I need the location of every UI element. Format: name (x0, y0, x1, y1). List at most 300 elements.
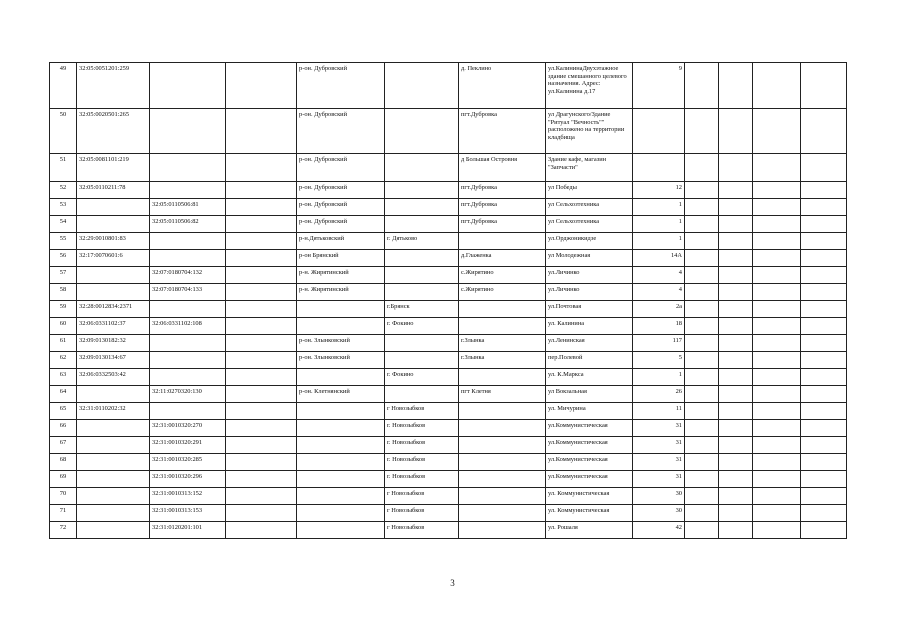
address: пер.Полевой (546, 352, 633, 369)
cadastral-number (77, 488, 150, 505)
house-number: 4 (633, 284, 685, 301)
city (385, 284, 459, 301)
empty-cell (685, 318, 719, 335)
empty-cell (801, 403, 847, 420)
empty-cell (226, 216, 297, 233)
empty-cell (801, 420, 847, 437)
address: ул.КалининаДвухэтажное здание смешанного целевого назначения. Адрес: ул.Калинина д.17 (546, 63, 633, 109)
cadastral-number-alt: 32:05:0110506:82 (150, 216, 226, 233)
city: г.Брянск (385, 301, 459, 318)
empty-cell (801, 233, 847, 250)
district: р-н.Дятьковский (297, 233, 385, 250)
house-number: 1 (633, 199, 685, 216)
empty-cell (753, 471, 801, 488)
locality (459, 420, 546, 437)
table-row (50, 522, 847, 539)
empty-cell (226, 505, 297, 522)
house-number: 5 (633, 352, 685, 369)
empty-cell (801, 488, 847, 505)
table-row (50, 182, 847, 199)
city (385, 182, 459, 199)
locality (459, 488, 546, 505)
empty-cell (226, 233, 297, 250)
cadastral-number-alt (150, 233, 226, 250)
address: ул.Коммунистическая (546, 471, 633, 488)
empty-cell (801, 522, 847, 539)
row-number: 51 (50, 154, 77, 182)
cadastral-number-alt: 32:31:0010320:270 (150, 420, 226, 437)
table-row (50, 199, 847, 216)
row-number: 64 (50, 386, 77, 403)
cadastral-number (77, 522, 150, 539)
table-row (50, 216, 847, 233)
cadastral-number (77, 454, 150, 471)
table-row (50, 488, 847, 505)
locality (459, 403, 546, 420)
cadastral-number: 32:05:0051201:259 (77, 63, 150, 109)
house-number: 30 (633, 505, 685, 522)
house-number: 117 (633, 335, 685, 352)
cadastral-number (77, 420, 150, 437)
empty-cell (801, 154, 847, 182)
empty-cell (685, 233, 719, 250)
table-row (50, 250, 847, 267)
locality: пгт.Дубровка (459, 182, 546, 199)
cadastral-number: 32:06:0332503:42 (77, 369, 150, 386)
empty-cell (226, 335, 297, 352)
row-number: 54 (50, 216, 77, 233)
district (297, 301, 385, 318)
row-number: 52 (50, 182, 77, 199)
locality: с.Жирятино (459, 267, 546, 284)
district: р-он. Дубровский (297, 182, 385, 199)
empty-cell (753, 301, 801, 318)
empty-cell (685, 505, 719, 522)
table-row (50, 284, 847, 301)
empty-cell (719, 386, 753, 403)
empty-cell (719, 522, 753, 539)
empty-cell (801, 454, 847, 471)
locality (459, 233, 546, 250)
house-number: 12 (633, 182, 685, 199)
row-number: 63 (50, 369, 77, 386)
table-row (50, 301, 847, 318)
address: ул.Почтовая (546, 301, 633, 318)
empty-cell (801, 284, 847, 301)
table-row (50, 109, 847, 154)
empty-cell (226, 199, 297, 216)
cadastral-number-alt: 32:31:0120201:101 (150, 522, 226, 539)
city (385, 199, 459, 216)
locality: пгт.Дубровка (459, 216, 546, 233)
locality: с.Жирятино (459, 284, 546, 301)
table-row (50, 403, 847, 420)
locality: г.Злынка (459, 335, 546, 352)
address: ул.Коммунистическая (546, 454, 633, 471)
empty-cell (801, 352, 847, 369)
house-number: 31 (633, 454, 685, 471)
district: р-он. Дубровский (297, 154, 385, 182)
table-row (50, 335, 847, 352)
cadastral-number-alt: 32:31:0010313:153 (150, 505, 226, 522)
empty-cell (226, 250, 297, 267)
empty-cell (719, 437, 753, 454)
empty-cell (753, 182, 801, 199)
empty-cell (753, 437, 801, 454)
house-number: 9 (633, 63, 685, 109)
empty-cell (753, 522, 801, 539)
empty-cell (685, 301, 719, 318)
empty-cell (685, 454, 719, 471)
address: ул Сельхозтехника (546, 216, 633, 233)
address: ул. Коммунистическая (546, 505, 633, 522)
empty-cell (226, 267, 297, 284)
empty-cell (753, 109, 801, 154)
cadastral-number-alt (150, 301, 226, 318)
empty-cell (226, 109, 297, 154)
row-number: 59 (50, 301, 77, 318)
empty-cell (719, 301, 753, 318)
locality: д.Глаженка (459, 250, 546, 267)
row-number: 66 (50, 420, 77, 437)
row-number: 57 (50, 267, 77, 284)
city: г Новозыбков (385, 488, 459, 505)
cadastral-number-alt: 32:05:0110506:81 (150, 199, 226, 216)
row-number: 65 (50, 403, 77, 420)
row-number: 49 (50, 63, 77, 109)
empty-cell (753, 454, 801, 471)
row-number: 50 (50, 109, 77, 154)
row-number: 70 (50, 488, 77, 505)
empty-cell (801, 250, 847, 267)
cadastral-number-alt (150, 403, 226, 420)
house-number: 26 (633, 386, 685, 403)
cadastral-number (77, 267, 150, 284)
empty-cell (226, 301, 297, 318)
empty-cell (685, 420, 719, 437)
locality: пгт.Дубровка (459, 199, 546, 216)
empty-cell (685, 522, 719, 539)
row-number: 69 (50, 471, 77, 488)
empty-cell (685, 369, 719, 386)
empty-cell (685, 386, 719, 403)
cadastral-number-alt: 32:31:0010320:296 (150, 471, 226, 488)
empty-cell (719, 182, 753, 199)
empty-cell (226, 488, 297, 505)
cadastral-number (77, 284, 150, 301)
empty-cell (753, 233, 801, 250)
address: ул. Калинина (546, 318, 633, 335)
city: г Новозыбков (385, 403, 459, 420)
empty-cell (801, 335, 847, 352)
empty-cell (226, 369, 297, 386)
empty-cell (226, 522, 297, 539)
empty-cell (753, 420, 801, 437)
row-number: 62 (50, 352, 77, 369)
empty-cell (719, 369, 753, 386)
cadastral-number: 32:17:0070601:6 (77, 250, 150, 267)
city: г. Фокино (385, 369, 459, 386)
empty-cell (685, 335, 719, 352)
table-row (50, 267, 847, 284)
address: ул Победы (546, 182, 633, 199)
district: р-н. Жирятинский (297, 284, 385, 301)
empty-cell (753, 250, 801, 267)
row-number: 56 (50, 250, 77, 267)
empty-cell (753, 267, 801, 284)
cadastral-number: 32:28:0012834:2371 (77, 301, 150, 318)
cadastral-number-alt (150, 63, 226, 109)
house-number: 1 (633, 369, 685, 386)
city: г Новозыбков (385, 522, 459, 539)
empty-cell (226, 386, 297, 403)
table-row (50, 505, 847, 522)
locality (459, 318, 546, 335)
empty-cell (226, 454, 297, 471)
locality (459, 505, 546, 522)
table-row (50, 471, 847, 488)
city (385, 267, 459, 284)
cadastral-number (77, 505, 150, 522)
empty-cell (753, 335, 801, 352)
empty-cell (685, 250, 719, 267)
empty-cell (753, 154, 801, 182)
empty-cell (801, 109, 847, 154)
district (297, 437, 385, 454)
empty-cell (719, 284, 753, 301)
empty-cell (685, 109, 719, 154)
empty-cell (719, 420, 753, 437)
city: г. Фокино (385, 318, 459, 335)
cadastral-number-alt (150, 335, 226, 352)
empty-cell (801, 199, 847, 216)
empty-cell (801, 182, 847, 199)
cadastral-number: 32:05:0110211:78 (77, 182, 150, 199)
row-number: 67 (50, 437, 77, 454)
address: ул. Мичурина (546, 403, 633, 420)
district: р-он. Дубровский (297, 109, 385, 154)
empty-cell (685, 488, 719, 505)
cadastral-number-alt: 32:07:0180704:132 (150, 267, 226, 284)
house-number: 14А (633, 250, 685, 267)
city (385, 216, 459, 233)
district: р-он. Злынковский (297, 352, 385, 369)
cadastral-number: 32:31:0110202:32 (77, 403, 150, 420)
cadastral-number-alt: 32:31:0010320:291 (150, 437, 226, 454)
empty-cell (719, 109, 753, 154)
empty-cell (801, 63, 847, 109)
district: р-он Брянский (297, 250, 385, 267)
empty-cell (226, 420, 297, 437)
empty-cell (801, 301, 847, 318)
empty-cell (753, 284, 801, 301)
table-row (50, 63, 847, 109)
district (297, 471, 385, 488)
table-row (50, 437, 847, 454)
empty-cell (719, 352, 753, 369)
cadastral-number: 32:09:0130182:32 (77, 335, 150, 352)
district: р-он. Клетнянский (297, 386, 385, 403)
district (297, 454, 385, 471)
cadastral-number (77, 199, 150, 216)
empty-cell (719, 154, 753, 182)
house-number: 4 (633, 267, 685, 284)
locality (459, 454, 546, 471)
address: ул.Коммунистическая (546, 420, 633, 437)
cadastral-number-alt: 32:07:0180704:133 (150, 284, 226, 301)
empty-cell (753, 352, 801, 369)
cadastral-number-alt: 32:31:0010313:152 (150, 488, 226, 505)
empty-cell (719, 403, 753, 420)
address: ул.Коммунистическая (546, 437, 633, 454)
house-number: 30 (633, 488, 685, 505)
district: р-он. Дубровский (297, 63, 385, 109)
empty-cell (801, 267, 847, 284)
house-number: 31 (633, 471, 685, 488)
city: г. Новозыбков (385, 420, 459, 437)
empty-cell (685, 352, 719, 369)
locality: пгт.Дубровка (459, 109, 546, 154)
row-number: 55 (50, 233, 77, 250)
district: р-он. Дубровский (297, 199, 385, 216)
empty-cell (685, 471, 719, 488)
cadastral-number-alt (150, 182, 226, 199)
address: ул. К.Маркса (546, 369, 633, 386)
empty-cell (719, 471, 753, 488)
city (385, 335, 459, 352)
cadastral-number: 32:05:0020501:265 (77, 109, 150, 154)
empty-cell (801, 318, 847, 335)
empty-cell (719, 250, 753, 267)
cadastral-number (77, 437, 150, 454)
register-rows (50, 63, 847, 539)
address: Здание кафе, магазин "Запчасти" (546, 154, 633, 182)
empty-cell (226, 437, 297, 454)
district (297, 522, 385, 539)
house-number (633, 109, 685, 154)
locality (459, 471, 546, 488)
empty-cell (719, 505, 753, 522)
city: г. Новозыбков (385, 437, 459, 454)
empty-cell (685, 284, 719, 301)
empty-cell (801, 471, 847, 488)
city (385, 109, 459, 154)
address: ул. Коммунистическая (546, 488, 633, 505)
address: ул.Ленинская (546, 335, 633, 352)
cadastral-number-alt: 32:06:0331102:108 (150, 318, 226, 335)
city: г. Новозыбков (385, 471, 459, 488)
address: ул.Личинко (546, 284, 633, 301)
empty-cell (801, 505, 847, 522)
empty-cell (719, 318, 753, 335)
locality (459, 301, 546, 318)
table-row (50, 454, 847, 471)
address: ул Драгунского/Здание "Ритуал "Вечность"" расположено на территории кладбища (546, 109, 633, 154)
cadastral-number-alt (150, 109, 226, 154)
empty-cell (801, 386, 847, 403)
empty-cell (753, 488, 801, 505)
empty-cell (753, 318, 801, 335)
cadastral-number: 32:05:0081101:219 (77, 154, 150, 182)
empty-cell (226, 154, 297, 182)
row-number: 72 (50, 522, 77, 539)
district: р-н. Жирятинский (297, 267, 385, 284)
city (385, 352, 459, 369)
house-number: 1 (633, 216, 685, 233)
city: г. Дятьково (385, 233, 459, 250)
empty-cell (753, 386, 801, 403)
table-row (50, 154, 847, 182)
row-number: 61 (50, 335, 77, 352)
cadastral-number (77, 216, 150, 233)
district (297, 488, 385, 505)
locality (459, 437, 546, 454)
empty-cell (226, 182, 297, 199)
empty-cell (753, 369, 801, 386)
cadastral-number-alt (150, 352, 226, 369)
empty-cell (226, 63, 297, 109)
empty-cell (685, 216, 719, 233)
house-number: 11 (633, 403, 685, 420)
empty-cell (685, 267, 719, 284)
empty-cell (719, 199, 753, 216)
district: р-он. Дубровский (297, 216, 385, 233)
cadastral-number-alt: 32:11:0270320:130 (150, 386, 226, 403)
city: г. Новозыбков (385, 454, 459, 471)
cadastral-number-alt (150, 369, 226, 386)
cadastral-number: 32:09:0130134:67 (77, 352, 150, 369)
empty-cell (719, 233, 753, 250)
empty-cell (753, 199, 801, 216)
district (297, 369, 385, 386)
house-number: 31 (633, 437, 685, 454)
empty-cell (226, 352, 297, 369)
empty-cell (719, 335, 753, 352)
locality (459, 369, 546, 386)
table-row (50, 386, 847, 403)
address: ул.Орджоникидзе (546, 233, 633, 250)
empty-cell (753, 216, 801, 233)
row-number: 71 (50, 505, 77, 522)
district (297, 403, 385, 420)
city (385, 63, 459, 109)
locality: д. Пеклино (459, 63, 546, 109)
row-number: 53 (50, 199, 77, 216)
district (297, 505, 385, 522)
page-number: 3 (450, 578, 455, 588)
locality: г.Злынка (459, 352, 546, 369)
cadastral-number: 32:06:0331102:37 (77, 318, 150, 335)
house-number: 18 (633, 318, 685, 335)
cadastral-number (77, 386, 150, 403)
empty-cell (685, 182, 719, 199)
address: ул Сельхозтехника (546, 199, 633, 216)
empty-cell (685, 403, 719, 420)
address: ул Вокзальная (546, 386, 633, 403)
house-number (633, 154, 685, 182)
address: ул.Личинко (546, 267, 633, 284)
empty-cell (719, 488, 753, 505)
empty-cell (685, 437, 719, 454)
empty-cell (685, 63, 719, 109)
empty-cell (801, 216, 847, 233)
city: г Новозыбков (385, 505, 459, 522)
empty-cell (753, 63, 801, 109)
table-row (50, 420, 847, 437)
city (385, 154, 459, 182)
empty-cell (719, 454, 753, 471)
row-number: 58 (50, 284, 77, 301)
